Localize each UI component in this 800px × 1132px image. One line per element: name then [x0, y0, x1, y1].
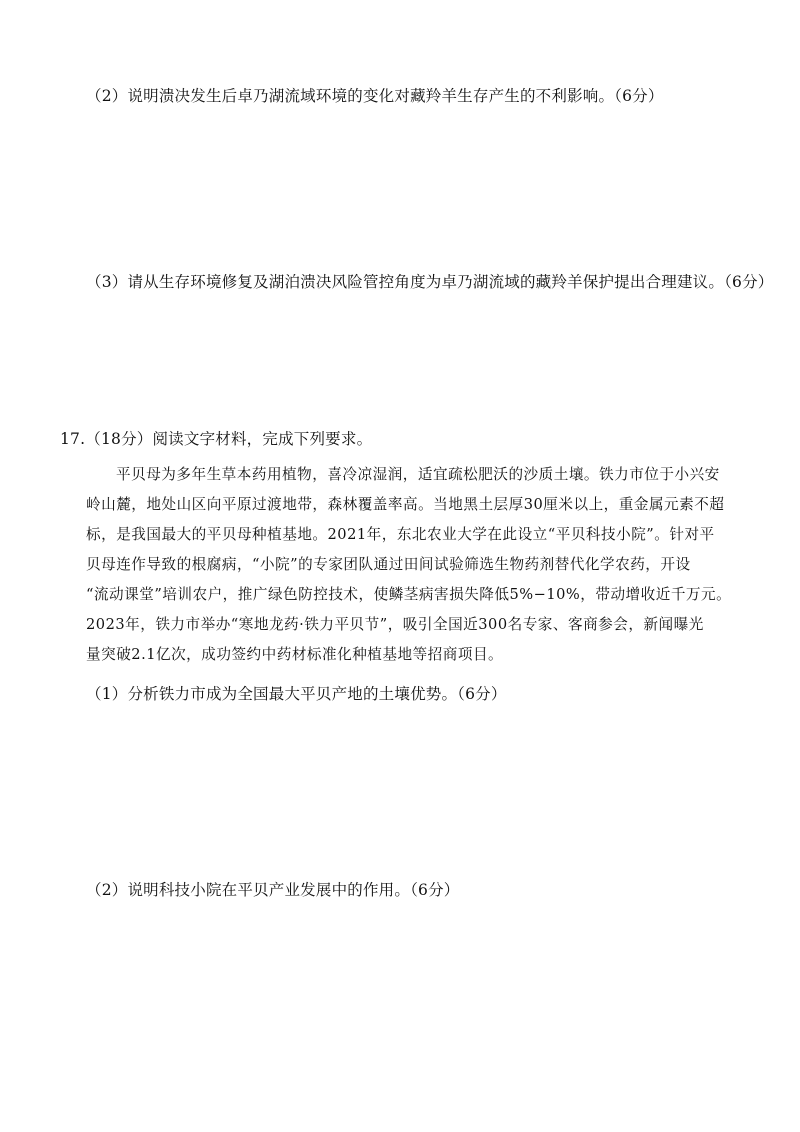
question-17-header: 17.（18分）阅读文字材料，完成下列要求。 [60, 430, 373, 448]
question-17-2: （2）说明科技小院在平贝产业发展中的作用。（6分） [86, 881, 460, 899]
question-17-1: （1）分析铁力市成为全国最大平贝产地的土壤优势。（6分） [86, 685, 507, 703]
material-line: 贝母连作导致的根腐病，“小院”的专家团队通过田间试验筛选生物药剂替代化学农药，开设 [86, 556, 691, 573]
question-16-3: （3）请从生存环境修复及湖泊溃决风险管控角度为卓乃湖流域的藏羚羊保护提出合理建议。（6分） [86, 273, 774, 291]
material-line: 岭山麓，地处山区向平原过渡地带，森林覆盖率高。当地黑土层厚30厘米以上，重金属元素不超 [86, 496, 725, 513]
material-line: 标，是我国最大的平贝母种植基地。2021年，东北农业大学在此设立“平贝科技小院”。针对平 [86, 526, 715, 543]
question-17-material [86, 460, 746, 670]
material-line: “流动课堂”培训农户，推广绿色防控技术，使鳞茎病害损失降低5%−10%，带动增收近千万元。 [86, 586, 732, 603]
material-line: 2023年，铁力市举办“寒地龙药·铁力平贝节”，吸引全国近300名专家、客商参会，新闻曝光 [86, 616, 704, 633]
question-16-2: （2）说明溃决发生后卓乃湖流域环境的变化对藏羚羊生存产生的不利影响。（6分） [86, 87, 664, 105]
material-line: 平贝母为多年生草本药用植物，喜冷凉湿润，适宜疏松肥沃的沙质土壤。铁力市位于小兴安 [116, 466, 720, 483]
material-line: 量突破2.1亿次，成功签约中药材标准化种植基地等招商项目。 [86, 646, 504, 663]
